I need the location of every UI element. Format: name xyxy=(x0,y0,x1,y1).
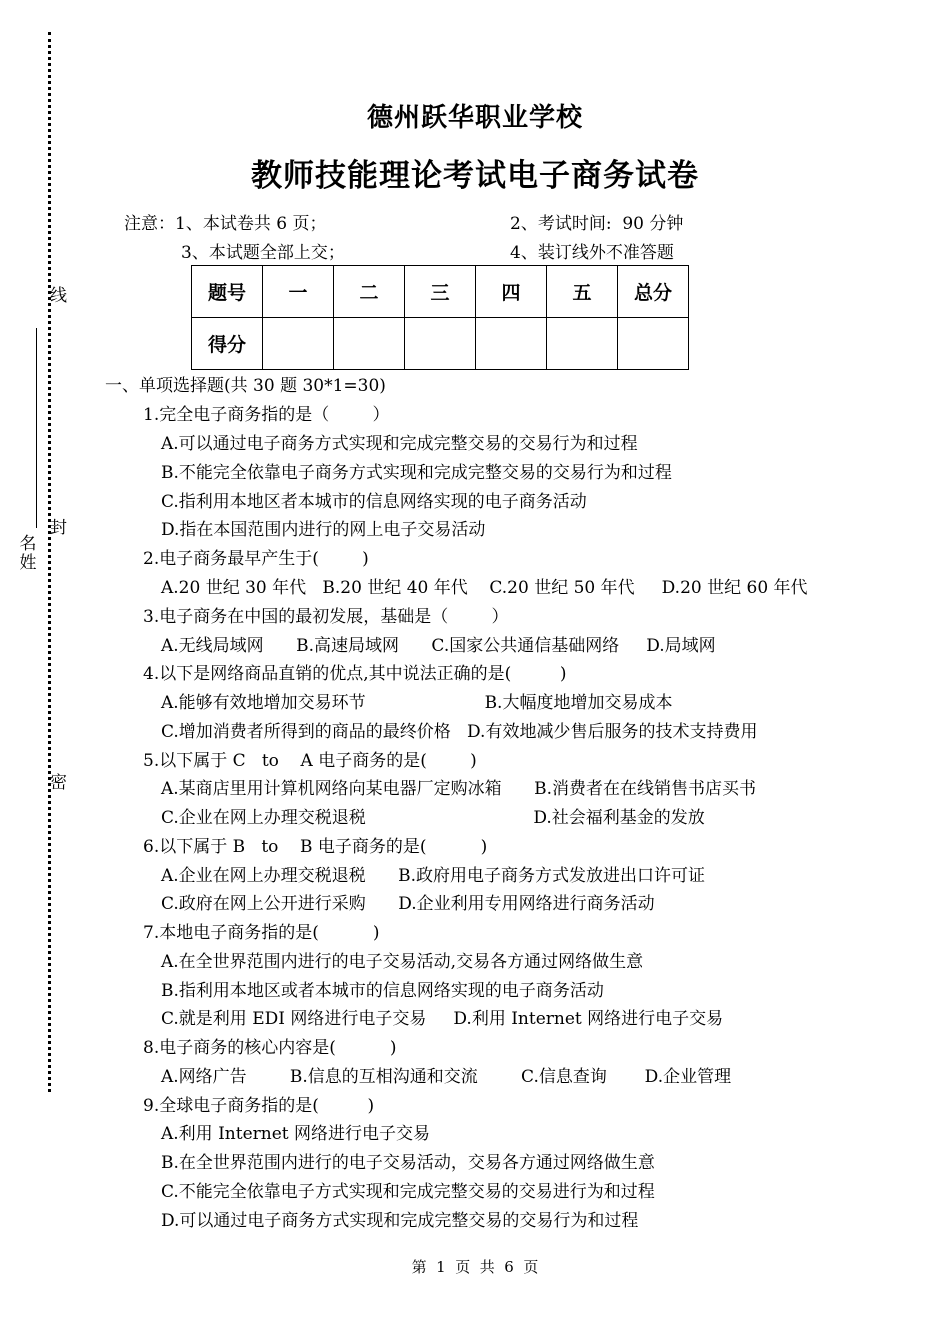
question-option: A.可以通过电子商务方式实现和完成完整交易的交易行为和过程 xyxy=(161,434,638,454)
school-name: 德州跃华职业学校 xyxy=(366,103,583,133)
score-header-cell: 二 xyxy=(334,266,405,318)
question-option: B.不能完全依靠电子商务方式实现和完成完整交易的交易行为和过程 xyxy=(161,463,672,483)
note-pages: 注意：1、本试卷共 6 页； xyxy=(124,214,327,234)
score-header-cell: 四 xyxy=(476,266,547,318)
note-time: 2、考试时间: 90 分钟 xyxy=(510,214,684,234)
score-cell[interactable] xyxy=(547,318,618,370)
question-option: A.某商店里用计算机网络向某电器厂定购冰箱 B.消费者在在线销售书店买书 xyxy=(161,779,756,799)
score-cell[interactable] xyxy=(263,318,334,370)
question-option: A.网络广告 B.信息的互相沟通和交流 C.信息查询 D.企业管理 xyxy=(161,1067,732,1087)
page-footer: 第 1 页 共 6 页 xyxy=(411,1258,539,1276)
score-cell[interactable] xyxy=(334,318,405,370)
question-text: 1.完全电子商务指的是（ ） xyxy=(143,405,390,425)
binding-solid-line xyxy=(36,328,37,528)
question-text: 4.以下是网络商品直销的优点,其中说法正确的是( ) xyxy=(143,664,567,684)
question-option: A.利用 Internet 网络进行电子交易 xyxy=(161,1124,431,1144)
question-text: 8.电子商务的核心内容是( ) xyxy=(143,1038,397,1058)
score-cell[interactable] xyxy=(476,318,547,370)
question-option: C.指利用本地区者本城市的信息网络实现的电子商务活动 xyxy=(161,492,587,512)
score-cell[interactable] xyxy=(405,318,476,370)
question-option: A.企业在网上办理交税退税 B.政府用电子商务方式发放进出口许可证 xyxy=(161,866,705,886)
score-header-cell: 一 xyxy=(263,266,334,318)
question-option: C.不能完全依靠电子方式实现和完成完整交易的交易进行为和过程 xyxy=(161,1182,655,1202)
question-option: A.能够有效地增加交易环节 B.大幅度地增加交易成本 xyxy=(161,693,673,713)
question-text: 2.电子商务最早产生于( ) xyxy=(143,549,369,569)
score-table-score-row xyxy=(192,318,689,370)
exam-title: 教师技能理论考试电子商务试卷 xyxy=(251,158,699,194)
question-option: C.增加消费者所得到的商品的最终价格 D.有效地减少售后服务的技术支持费用 xyxy=(161,722,758,742)
binding-label-mi: 密 xyxy=(50,773,67,793)
score-header-cell: 五 xyxy=(547,266,618,318)
question-option: B.在全世界范围内进行的电子交易活动，交易各方通过网络做生意 xyxy=(161,1153,655,1173)
score-header-cell: 总分 xyxy=(618,266,689,318)
question-option: C.就是利用 EDI 网络进行电子交易 D.利用 Internet 网络进行电子交易 xyxy=(161,1009,724,1029)
question-text: 3.电子商务在中国的最初发展，基础是（ ） xyxy=(143,607,509,627)
question-option: A.在全世界范围内进行的电子交易活动,交易各方通过网络做生意 xyxy=(161,952,644,972)
question-option: D.可以通过电子商务方式实现和完成完整交易的交易行为和过程 xyxy=(161,1211,639,1231)
question-text: 7.本地电子商务指的是( ) xyxy=(143,923,380,943)
question-option: D.指在本国范围内进行的网上电子交易活动 xyxy=(161,520,486,540)
question-option: B.指利用本地区或者本城市的信息网络实现的电子商务活动 xyxy=(161,981,604,1001)
question-option: A.20 世纪 30 年代 B.20 世纪 40 年代 C.20 世纪 50 年代 D.20 世纪 60 年代 xyxy=(161,578,808,598)
note-binding-rule: 4、装订线外不准答题 xyxy=(510,243,674,263)
question-option: C.政府在网上公开进行采购 D.企业利用专用网络进行商务活动 xyxy=(161,894,655,914)
binding-label-xian: 线 xyxy=(50,286,67,306)
score-cell[interactable] xyxy=(618,318,689,370)
question-option: A.无线局域网 B.高速局域网 C.国家公共通信基础网络 D.局域网 xyxy=(161,636,716,656)
score-table-header-row xyxy=(192,266,689,318)
binding-label-feng: 封 xyxy=(50,518,67,538)
score-row-label: 得分 xyxy=(192,318,263,370)
score-header-cell: 题号 xyxy=(192,266,263,318)
question-text: 5.以下属于 C to A 电子商务的是( ) xyxy=(143,751,477,771)
section-title: 一、单项选择题(共 30 题 30*1=30) xyxy=(105,376,386,396)
question-option: C.企业在网上办理交税退税 D.社会福利基金的发放 xyxy=(161,808,705,828)
name-field-label: 名 姓 xyxy=(19,534,37,573)
score-table xyxy=(191,265,689,370)
question-text: 9.全球电子商务指的是( ) xyxy=(143,1096,375,1116)
note-submit: 3、本试题全部上交； xyxy=(181,243,345,263)
question-text: 6.以下属于 B to B 电子商务的是( ) xyxy=(143,837,488,857)
score-header-cell: 三 xyxy=(405,266,476,318)
